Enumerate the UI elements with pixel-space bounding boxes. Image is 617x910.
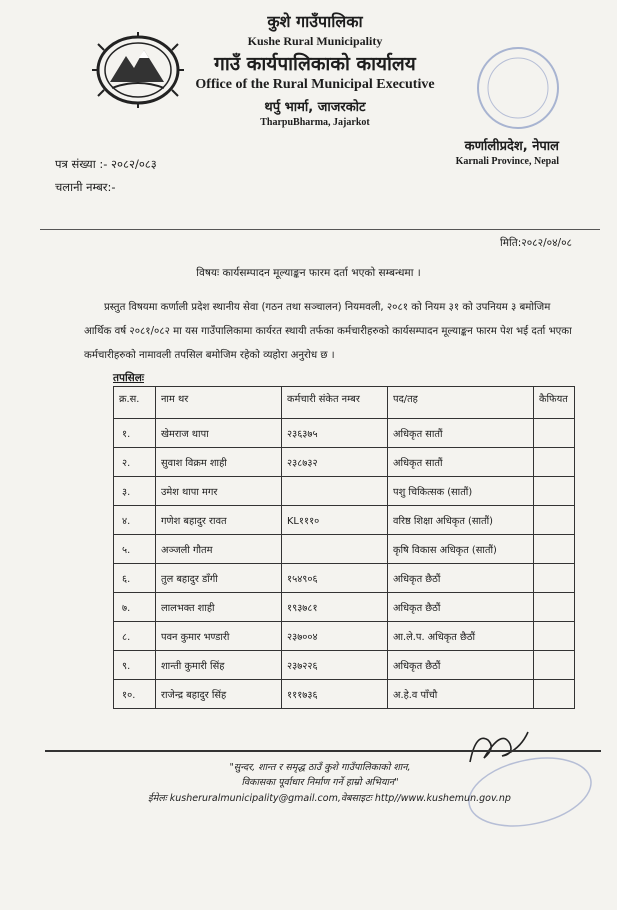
cell-serial: ८. [114, 622, 156, 651]
cell-position: आ.ले.प. अधिकृत छैठौं [388, 622, 534, 651]
municipality-name-np: कुशे गाउँपालिका [267, 12, 363, 31]
cell-remarks [534, 448, 575, 477]
cell-position: अधिकृत छैठौं [388, 651, 534, 680]
letter-number: पत्र संख्या :- २०८२/०८३ [55, 157, 157, 171]
header-serial: क्र.स. [114, 387, 156, 419]
cell-name: राजेन्द्र बहादुर सिंह [156, 680, 282, 709]
dispatch-number: चलानी नम्बर:- [55, 180, 116, 194]
cell-serial: ५. [114, 535, 156, 564]
cell-serial: १. [114, 419, 156, 448]
cell-remarks [534, 651, 575, 680]
cell-serial: ६. [114, 564, 156, 593]
letter-subject: विषयः कार्यसम्पादन मूल्याङ्कन फारम दर्ता भएको सम्बन्धमा । [196, 267, 421, 279]
office-stamp-top [458, 42, 568, 134]
cell-code: १९३७८१ [282, 593, 388, 622]
table-row [114, 477, 575, 506]
motto-line-1: "सुन्दर, शान्त र समृद्ध ठाउँ कुशे गाउँपालिकाको शान, [229, 762, 411, 773]
province-np: कर्णालीप्रदेश, नेपाल [464, 139, 559, 154]
table-row [114, 651, 575, 680]
address-np: थर्पु भार्मा, जाजरकोट [264, 100, 366, 115]
motto-line-2: विकासका पूर्वाधार निर्माण गर्ने हाम्रो अभियान" [241, 777, 399, 788]
cell-name: गणेश बहादुर रावत [156, 506, 282, 535]
table-row [114, 419, 575, 448]
header-employee-code: कर्मचारी संकेत नम्बर [282, 387, 388, 419]
cell-serial: ७. [114, 593, 156, 622]
table-row [114, 593, 575, 622]
contact-info: ईमेलः kusheruralmunicipality@gmail.com,वेबसाइटः http//www.kushemun.gov.np [148, 793, 511, 804]
cell-code [282, 477, 388, 506]
table-row [114, 564, 575, 593]
cell-code [282, 535, 388, 564]
cell-position: पशु चिकित्सक (सातौं) [388, 477, 534, 506]
letter-body: प्रस्तुत विषयमा कर्णाली प्रदेश स्थानीय सेवा (गठन तथा सञ्चालन) नियमवली, २०८१ को नियम ३१ को उपनियम ३ बमोजिम आर्थिक वर्ष २०८१/०८२ मा यस गाउँपालिकामा कार्यरत स्थायी तर्फका कर्मचारीहरुको कार्यसम्पादन मूल्याङ्कन फारम पेश भई दर्ता भएका कर्मचारीहरुको नामावली तपसिल बमोजिम रहेको व्यहोरा अनुरोध छ । [84, 302, 572, 361]
cell-remarks [534, 680, 575, 709]
cell-position: कृषि विकास अधिकृत (सातौं) [388, 535, 534, 564]
footer-divider [45, 750, 601, 752]
cell-code: १५४९०६ [282, 564, 388, 593]
cell-name: लालभक्त शाही [156, 593, 282, 622]
cell-serial: ३. [114, 477, 156, 506]
cell-code: २३८७३२ [282, 448, 388, 477]
office-name-en: Office of the Rural Municipal Executive [195, 77, 435, 92]
table-header-row [114, 387, 575, 419]
cell-code: १११७३६ [282, 680, 388, 709]
cell-code: २३६३७५ [282, 419, 388, 448]
office-name-np: गाउँ कार्यपालिकाको कार्यालय [214, 53, 416, 75]
cell-serial: २. [114, 448, 156, 477]
province-en: Karnali Province, Nepal [455, 156, 559, 167]
cell-name: अञ्जली गौतम [156, 535, 282, 564]
municipality-name-en: Kushe Rural Municipality [247, 34, 383, 48]
cell-position: अधिकृत छैठौं [388, 564, 534, 593]
cell-position: अधिकृत सातौं [388, 448, 534, 477]
table-row [114, 448, 575, 477]
cell-serial: ९. [114, 651, 156, 680]
cell-name: पवन कुमार भण्डारी [156, 622, 282, 651]
cell-serial: ४. [114, 506, 156, 535]
cell-position: अधिकृत सातौं [388, 419, 534, 448]
cell-position: अधिकृत छैठौं [388, 593, 534, 622]
cell-position: अ.हे.व पाँचौ [388, 680, 534, 709]
header-position: पद/तह [388, 387, 534, 419]
cell-name: खेमराज थापा [156, 419, 282, 448]
table-row [114, 535, 575, 564]
header-remarks: कैफियत [534, 387, 575, 419]
cell-remarks [534, 535, 575, 564]
cell-name: उमेश थापा मगर [156, 477, 282, 506]
staff-table [113, 386, 575, 709]
cell-position: वरिष्ठ शिक्षा अधिकृत (सातौं) [388, 506, 534, 535]
cell-name: तुल बहादुर डाँगी [156, 564, 282, 593]
cell-remarks [534, 564, 575, 593]
cell-code: KL१११० [282, 506, 388, 535]
cell-remarks [534, 622, 575, 651]
table-row [114, 622, 575, 651]
cell-name: सुवाश विक्रम शाही [156, 448, 282, 477]
cell-remarks [534, 506, 575, 535]
address-en: TharpuBharma, Jajarkot [260, 117, 370, 128]
cell-remarks [534, 477, 575, 506]
letter-date: मिति:२०८२/०४/०८ [500, 237, 572, 249]
table-caption: तपसिलः [113, 372, 145, 384]
table-row [114, 506, 575, 535]
cell-remarks [534, 593, 575, 622]
table-row [114, 680, 575, 709]
cell-code: २३७००४ [282, 622, 388, 651]
cell-remarks [534, 419, 575, 448]
cell-code: २३७२२६ [282, 651, 388, 680]
cell-name: शान्ती कुमारी सिंह [156, 651, 282, 680]
header-divider [40, 229, 600, 230]
header-name: नाम थर [156, 387, 282, 419]
cell-serial: १०. [114, 680, 156, 709]
